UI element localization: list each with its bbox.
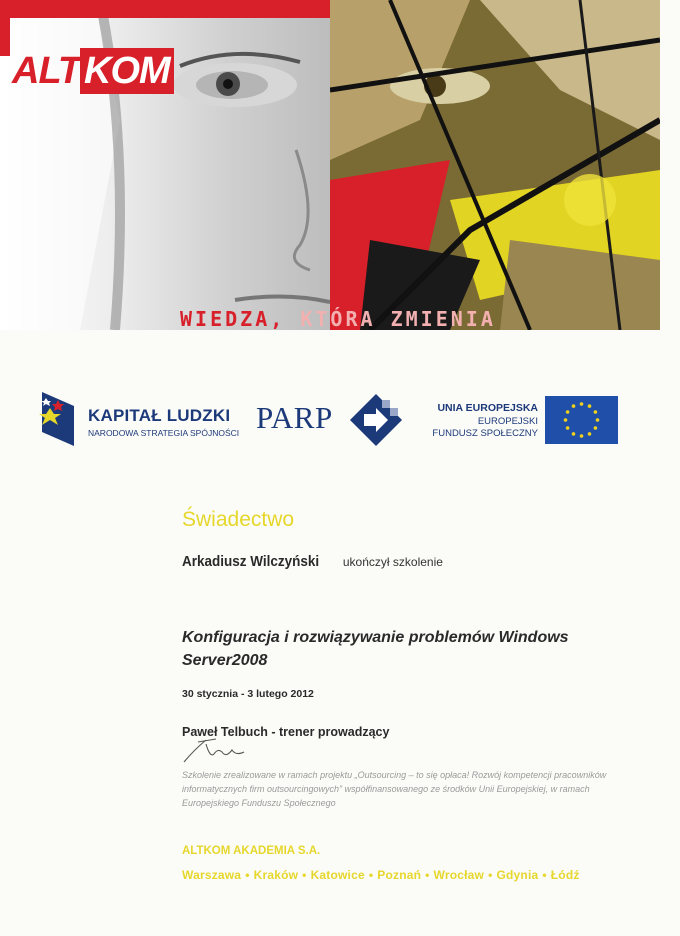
city-list — [182, 868, 580, 882]
city-item: Poznań — [377, 868, 422, 882]
logo-alt-text: ALT — [12, 50, 81, 92]
city-item: Katowice — [310, 868, 365, 882]
recipient-line — [182, 553, 443, 571]
kapital-ludzki-subtitle: NARODOWA STRATEGIA SPÓJNOŚCI — [88, 428, 240, 438]
city-separator: • — [302, 868, 307, 882]
city-item: Łódź — [550, 868, 580, 882]
kapital-ludzki-icon — [36, 392, 74, 446]
certificate-title: Świadectwo — [182, 508, 295, 531]
city-item: Kraków — [253, 868, 299, 882]
recipient-name: Arkadiusz Wilczyński — [182, 553, 320, 570]
banner-abstract-art — [330, 0, 660, 330]
city-item: Warszawa — [182, 868, 242, 882]
red-accent-bar — [0, 0, 330, 18]
altkom-logo — [12, 48, 174, 94]
city-separator: • — [542, 868, 547, 882]
city-separator: • — [368, 868, 374, 882]
company-name: ALTKOM AKADEMIA S.A. — [182, 845, 321, 857]
partner-logos — [0, 388, 680, 458]
abstract-pattern — [330, 0, 660, 330]
eu-line-2: FUNDUSZ SPOŁECZNY — [432, 428, 538, 439]
red-accent-strip — [0, 18, 10, 56]
header-banner — [0, 0, 660, 330]
city-item: Wrocław — [433, 868, 485, 882]
slogan-main: WIEDZA, — [180, 307, 286, 331]
logo-kom-text: KOM — [80, 48, 174, 94]
eu-title: UNIA EUROPEJSKA — [437, 402, 538, 414]
completed-text: ukończył szkolenie — [342, 555, 443, 569]
course-name: Konfiguracja i rozwiązywanie problemów Windows Server2008 — [182, 629, 569, 669]
slogan — [180, 307, 496, 331]
city-separator: • — [425, 868, 430, 882]
city-item: Gdynia — [496, 868, 539, 882]
eu-line-1: EUROPEJSKI — [477, 416, 538, 427]
city-separator: • — [245, 868, 250, 882]
parp-diamond-icon — [350, 394, 402, 446]
course-dates: 30 stycznia - 3 lutego 2012 — [182, 688, 314, 700]
parp-logo-text: PARP — [256, 400, 333, 435]
kapital-ludzki-title: KAPITAŁ LUDZKI — [88, 406, 231, 425]
city-separator: • — [488, 868, 493, 882]
slogan-rest: KTÓRA ZMIENIA — [300, 307, 496, 331]
trainer-signature — [180, 736, 250, 766]
project-funding-note: Szkolenie zrealizowane w ramach projektu „Outsourcing – to się opłaca! Rozwój kompetencji pracowników informatycznych firm outsourcingowych” współfinansowanego ze środków Unii Europejskiej, w ramach Europejskiego Funduszu Społecznego — [182, 770, 607, 808]
trainer-name: Paweł Telbuch - trener prowadzący — [182, 725, 390, 739]
eu-flag-icon — [545, 396, 618, 444]
